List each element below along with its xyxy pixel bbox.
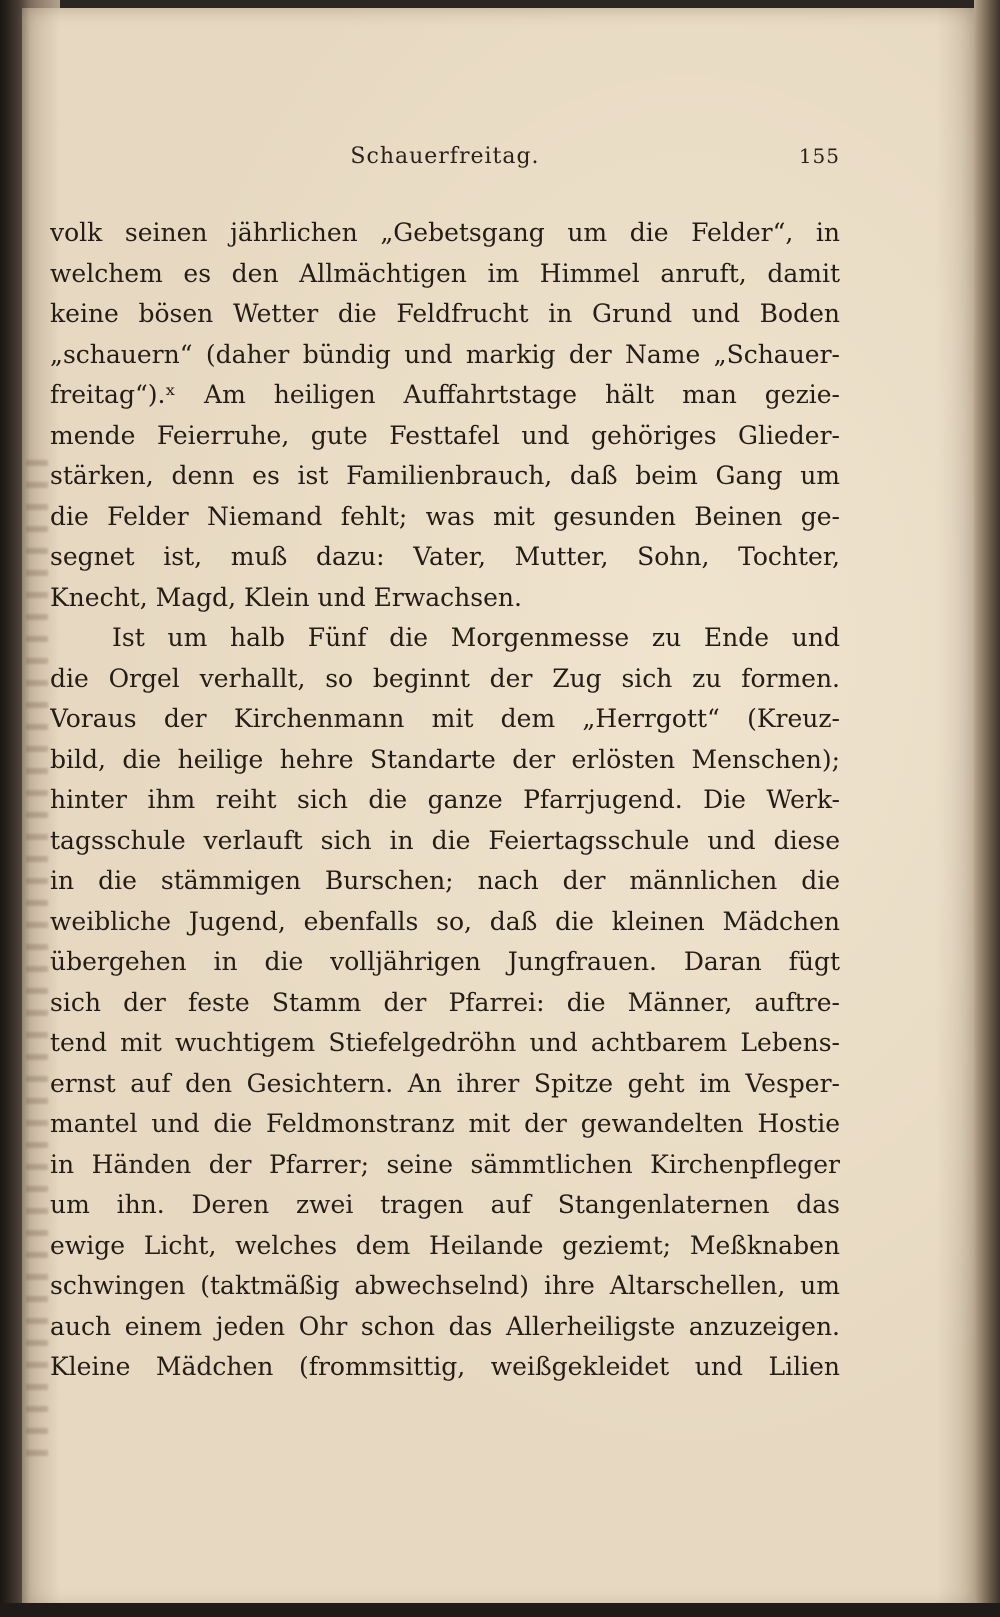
text-line: segnet ist, muß dazu: Vater, Mutter, Sohn, Tochter, — [50, 542, 840, 571]
text-line: ewige Licht, welches dem Heilande geziemt; Meßknaben — [50, 1230, 840, 1260]
text-line: „schauern“ (daher bündig und markig der Name „Schauer- — [50, 339, 840, 369]
text-line: mantel und die Feldmonstranz mit der gewandelten Hostie — [50, 1109, 840, 1138]
text-line: die Orgel verhallt, so beginnt der Zug sich zu formen. — [50, 663, 840, 693]
text-line: tagsschule verlauft sich in die Feiertagsschule und diese — [50, 825, 840, 855]
page-number: 155 — [798, 144, 840, 168]
text-line: übergehen in die volljährigen Jungfrauen. Daran fügt — [50, 947, 840, 976]
text-line: in Händen der Pfarrer; seine sämmtlichen Kirchenpfleger — [50, 1149, 840, 1179]
text-line: schwingen (taktmäßig abwechselnd) ihre Altarschellen, um — [50, 1271, 840, 1300]
page-header — [50, 144, 840, 174]
body-text — [50, 213, 840, 1388]
text-line: stärken, denn es ist Familienbrauch, daß beim Gang um — [50, 461, 840, 490]
text-line: Voraus der Kirchenmann mit dem „Herrgott“ (Kreuz- — [50, 704, 840, 733]
text-line: hinter ihm reiht sich die ganze Pfarrjugend. Die Werk- — [50, 785, 840, 814]
text-line: bild, die heilige hehre Standarte der erlösten Menschen); — [50, 744, 840, 774]
text-line: volk seinen jährlichen „Gebetsgang um die Felder“, in — [50, 218, 840, 247]
text-line: tend mit wuchtigem Stiefelgedröhn und achtbarem Lebens- — [50, 1028, 840, 1057]
text-line: Knecht, Magd, Klein und Erwachsen. — [50, 582, 522, 612]
text-line: auch einem jeden Ohr schon das Allerheiligste anzuzeigen. — [50, 1311, 840, 1341]
running-head: Schauerfreitag. — [350, 144, 540, 169]
text-line: ernst auf den Gesichtern. An ihrer Spitze geht im Vesper- — [50, 1068, 840, 1098]
scan-border — [0, 1603, 1000, 1617]
text-line: sich der feste Stamm der Pfarrei: die Männer, auftre- — [50, 987, 840, 1017]
text-line: weibliche Jugend, ebenfalls so, daß die kleinen Mädchen — [50, 906, 840, 936]
text-line: keine bösen Wetter die Feldfrucht in Grund und Boden — [50, 299, 840, 328]
text-line: die Felder Niemand fehlt; was mit gesunden Beinen ge- — [50, 501, 840, 531]
text-line: um ihn. Deren zwei tragen auf Stangenlaternen das — [50, 1190, 840, 1219]
text-line: mende Feierruhe, gute Festtafel und gehöriges Glieder- — [50, 420, 840, 450]
text-line: welchem es den Allmächtigen im Himmel anruft, damit — [50, 258, 840, 288]
text-line: Kleine Mädchen (frommsittig, weißgekleidet und Lilien — [50, 1352, 840, 1381]
page-edge — [974, 0, 1000, 1617]
text-line: in die stämmigen Burschen; nach der männlichen die — [50, 866, 840, 895]
text-line: freitag“).ˣ Am heiligen Auffahrtstage hält man gezie- — [50, 380, 840, 409]
bleed-through-marks — [26, 460, 48, 1460]
text-line: Ist um halb Fünf die Morgenmesse zu Ende und — [112, 623, 840, 652]
